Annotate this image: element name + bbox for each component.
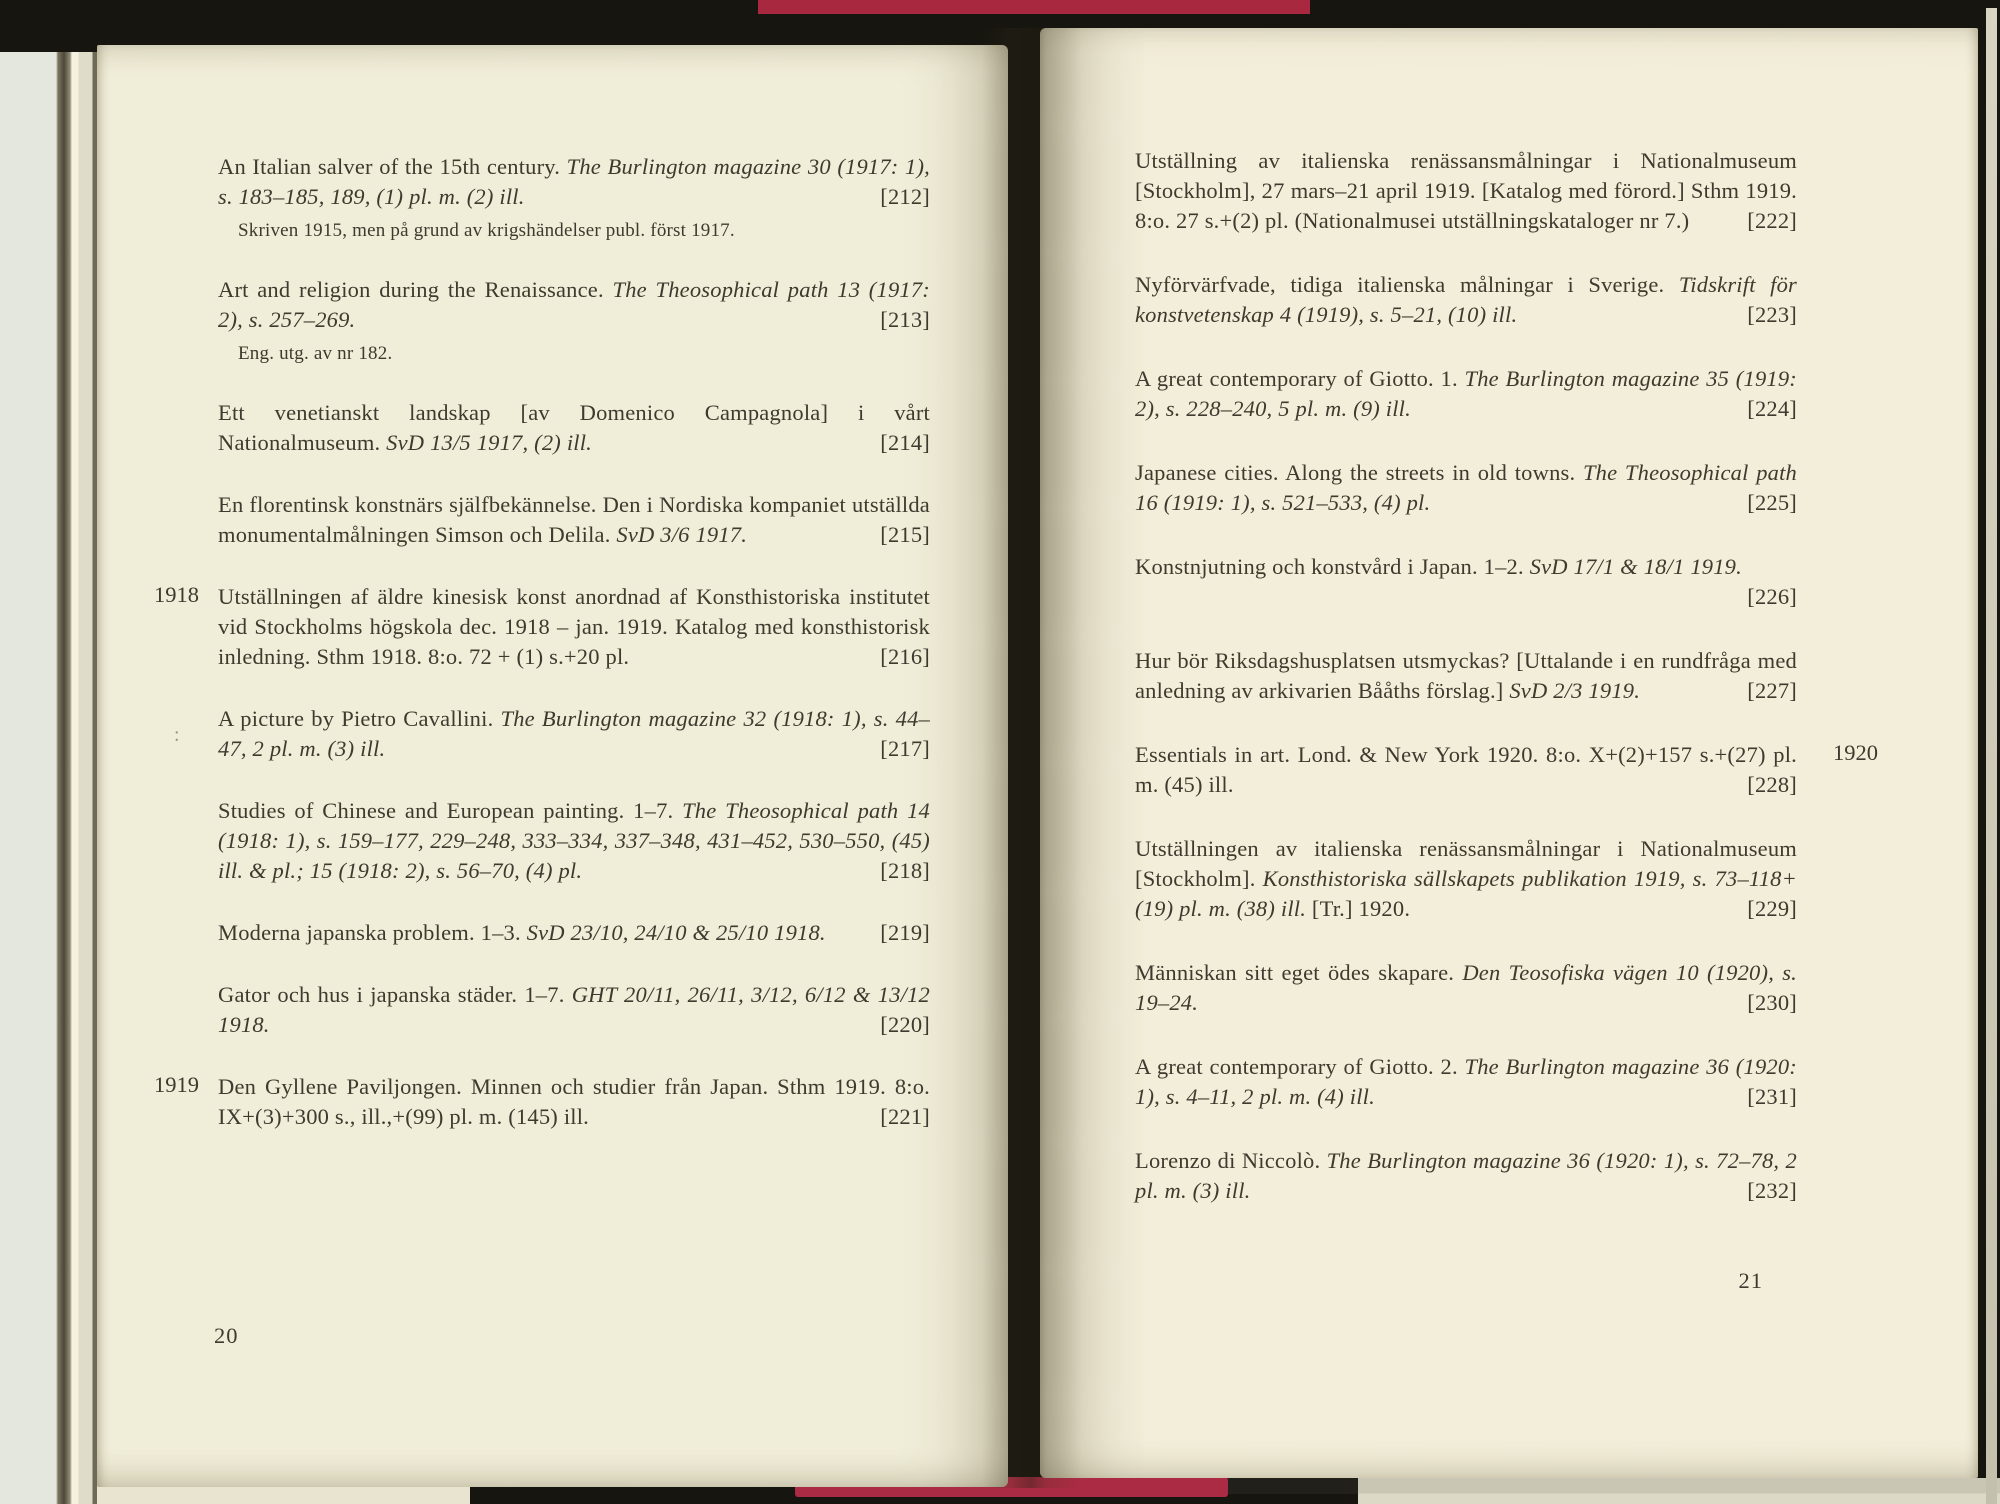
bib-entry [218,704,930,764]
entry-ref-number: [221] [880,1104,930,1129]
bib-entry [218,152,930,243]
page-number-left: 20 [214,1323,239,1348]
bib-entry [154,1072,930,1132]
bib-entry [218,490,930,550]
bib-entry [1135,1052,1797,1112]
page-bottom-edge-right [1358,1478,2000,1504]
entry-ref-number: [224] [1747,396,1797,421]
left-page-entries-column [154,152,931,1164]
entry-source-italic: The Burlington magazine 36 (1920: 1), s. 4–11, 2 pl. m. (4) ill. [1135,1054,1797,1109]
entry-ref-number: [218] [880,858,930,883]
entry-source-italic: The Theosophical path 14 (1918: 1), s. 159–177, 229–248, 333–334, 337–348, 431–452, 530–550, (45) ill. & pl.; 15 (1918: 2), s. 56–70, (4) pl. [218,798,931,883]
entry-text [1135,740,1797,800]
bib-entry [1135,146,1797,236]
entry-ref-number: [229] [1747,896,1797,921]
margin-year: 1919 [154,1072,199,1097]
bib-entry [218,398,930,458]
bib-entry [1135,1146,1797,1206]
entry-ref-number: [222] [1747,208,1797,233]
entry-text [218,980,930,1040]
right-page [1040,28,1978,1478]
entry-ref-number: [225] [1747,490,1797,515]
entry-text [1135,458,1797,518]
bib-entry [1135,364,1797,424]
entry-roman-text: Moderna japanska problem. 1–3. [218,920,527,945]
margin-year: 1920 [1833,740,1878,765]
entry-source-italic: SvD 3/6 1917. [616,522,748,547]
entry-ref-number: [214] [880,430,930,455]
page-bottom-edge-left [97,1485,470,1504]
entry-source-italic: The Theosophical path 13 (1917: 2), s. 257–269. [218,277,930,332]
entry-ref-number: [216] [880,644,930,669]
binding-dark-segment-bottom [1228,1477,1358,1494]
entry-roman-text: A great contemporary of Giotto. 1. [1135,366,1465,391]
entry-text [1135,270,1797,330]
bib-entry [1135,958,1797,1018]
bib-entry [1135,458,1797,518]
bib-entry [218,275,930,366]
entry-roman-text: Hur bör Riksdagshusplatsen utsmyckas? [Uttalande i en rundfråga med anledning av arkivarien Bååths förslag.] [1135,648,1797,703]
entry-note: Eng. utg. av nr 182. [238,343,393,364]
entry-ref-number: [212] [880,184,930,209]
entry-ref-number: [223] [1747,302,1797,327]
page-edges-stripe-right [1986,8,1997,1504]
entry-roman-text: Den Gyllene Paviljongen. Minnen och studier från Japan. Sthm 1919. 8:o. IX+(3)+300 s., ill.,+(99) pl. m. (145) ill. [218,1074,930,1129]
right-page-entries-column [1135,146,1878,1240]
entry-text [218,582,930,672]
entry-text [218,1072,930,1132]
entry-source-italic: Konsthistoriska sällskapets publikation 1919, s. 73–118+(19) pl. m. (38) ill. [1135,866,1797,921]
entry-roman-text: Utställningen af äldre kinesisk konst anordnad af Konsthistoriska institutet vid Stockholms högskola dec. 1918 – jan. 1919. Katalog med konsthistorisk inledning. Sthm 1918. 8:o. 72 + (1) s.+20 pl. [218,584,930,669]
entry-ref-number: [232] [1747,1178,1797,1203]
entry-source-italic: Den Teosofiska vägen 10 (1920), s. 19–24. [1135,960,1797,1015]
entry-ref-number: [219] [880,920,930,945]
entry-source-italic: SvD 17/1 & 18/1 1919. [1529,554,1742,579]
bib-entry [218,796,930,886]
entry-source-italic: The Burlington magazine 36 (1920: 1), s. 72–78, 2 pl. m. (3) ill. [1135,1148,1797,1203]
entry-text [218,398,930,458]
entry-ref-number: [231] [1747,1084,1797,1109]
entry-text [218,704,930,764]
entry-ref-number: [228] [1747,772,1797,797]
entry-source-italic: The Theosophical path 16 (1919: 1), s. 521–533, (4) pl. [1135,460,1797,515]
page-edges-stack-left [0,52,104,1504]
entry-text [1135,646,1797,706]
entry-text [1135,146,1797,236]
entry-roman-text: An Italian salver of the 15th century. [218,154,567,179]
entry-source-italic: SvD 2/3 1919. [1509,678,1641,703]
entry-source-italic: Tidskrift för konstvetenskap 4 (1919), s. 5–21, (10) ill. [1135,272,1797,327]
entry-roman-text: Utställning av italienska renässansmålningar i Nationalmuseum [Stockholm], 27 mars–21 april 1919. [Katalog med förord.] Sthm 1919. 8:o. 27 s.+(2) pl. (Nationalmusei utställningskataloger nr 7.) [1135,148,1797,233]
book-cover-red-spine-top [758,0,1310,14]
bib-entry [1135,646,1797,706]
entry-roman-text: Japanese cities. Along the streets in old towns. [1135,460,1583,485]
entry-text [1135,834,1797,924]
entry-text [218,275,930,335]
stray-margin-mark: : [174,724,180,746]
left-page [97,45,1008,1487]
bib-entry [1135,552,1797,612]
entry-roman-text: [Tr.] 1920. [1311,896,1411,921]
entry-roman-text: Essentials in art. Lond. & New York 1920. 8:o. X+(2)+157 s.+(27) pl. m. (45) ill. [1135,742,1797,797]
entry-ref-number: [230] [1747,990,1797,1015]
entry-roman-text: A great contemporary of Giotto. 2. [1135,1054,1465,1079]
entry-text [1135,1146,1797,1206]
entry-source-italic: The Burlington magazine 32 (1918: 1), s. 44–47, 2 pl. m. (3) ill. [218,706,930,761]
entry-text [1135,364,1797,424]
entry-source-italic: The Burlington magazine 35 (1919: 2), s. 228–240, 5 pl. m. (9) ill. [1135,366,1797,421]
entry-ref-number: [220] [880,1012,930,1037]
entry-text [218,796,930,886]
entry-ref-number: [213] [880,307,930,332]
entry-roman-text: Nyförvärfvade, tidiga italienska målningar i Sverige. [1135,272,1679,297]
bib-entry [1135,270,1797,330]
entry-roman-text: Studies of Chinese and European painting. 1–7. [218,798,683,823]
entry-text [218,490,930,550]
bib-entry [1135,740,1878,800]
entry-ref-number: [227] [1747,678,1797,703]
entry-roman-text: Konstnjutning och konstvård i Japan. 1–2. [1135,554,1530,579]
entry-source-italic: The Burlington magazine 30 (1917: 1), s. 183–185, 189, (1) pl. m. (2) ill. [218,154,930,209]
bib-entry [218,980,930,1040]
entry-text [218,152,930,212]
entry-roman-text: Ett venetianskt landskap [av Domenico Campagnola] i vårt Nationalmuseum. [218,400,930,455]
entry-source-italic: SvD 23/10, 24/10 & 25/10 1918. [526,920,826,945]
entry-source-italic: SvD 13/5 1917, (2) ill. [386,430,592,455]
bib-entry [1135,834,1797,924]
page-number-right: 21 [1738,1268,1763,1293]
entry-roman-text: Lorenzo di Niccolò. [1135,1148,1327,1173]
entry-roman-text: Art and religion during the Renaissance. [218,277,613,302]
entry-roman-text: Utställningen av italienska renässansmålningar i Nationalmuseum [Stockholm]. [1135,836,1797,891]
entry-text [1135,958,1797,1018]
entry-source-italic: GHT 20/11, 26/11, 3/12, 6/12 & 13/12 1918. [218,982,930,1037]
margin-year: 1918 [154,582,199,607]
bib-entry [154,582,930,672]
entry-roman-text: En florentinsk konstnärs själfbekännelse. Den i Nordiska kompaniet utställda monumentalmålningen Simson och Delila. [218,492,930,547]
entry-text [1135,552,1797,612]
entry-ref-number: [215] [880,522,930,547]
entry-ref-number: [226] [1747,584,1797,609]
entry-ref-number: [217] [880,736,930,761]
entry-roman-text: Människan sitt eget ödes skapare. [1135,960,1463,985]
entry-note: Skriven 1915, men på grund av krigshändelser publ. först 1917. [238,220,735,241]
bib-entry [218,918,930,948]
entry-text [218,918,930,948]
entry-roman-text: Gator och hus i japanska städer. 1–7. [218,982,572,1007]
entry-roman-text: A picture by Pietro Cavallini. [218,706,501,731]
entry-text [1135,1052,1797,1112]
